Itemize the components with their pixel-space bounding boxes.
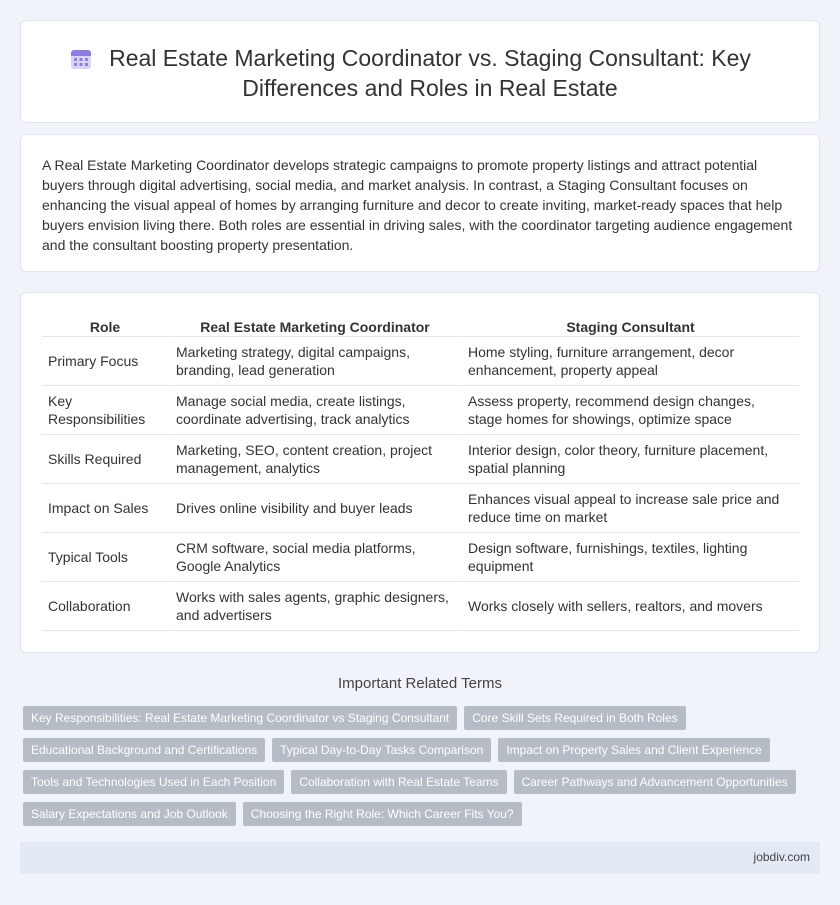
staging-consultant-cell: Assess property, recommend design changes, stage homes for showings, optimize space (460, 386, 799, 435)
row-label: Typical Tools (42, 533, 168, 582)
row-label: Key Responsibilities (42, 386, 168, 435)
staging-consultant-cell: Home styling, furniture arrangement, decor enhancement, property appeal (460, 337, 799, 386)
tag-row (23, 802, 813, 826)
table-row (42, 484, 799, 533)
table-header-row (42, 315, 799, 337)
staging-consultant-cell: Design software, furnishings, textiles, lighting equipment (460, 533, 799, 582)
related-term-tag[interactable]: Typical Day-to-Day Tasks Comparison (272, 738, 491, 762)
footer (20, 842, 820, 874)
marketing-coordinator-cell: Manage social media, create listings, coordinate advertising, track analytics (168, 386, 460, 435)
intro-paragraph: A Real Estate Marketing Coordinator develops strategic campaigns to promote property listings and attract potential buyers through digital advertising, social media, and market analysis. In contrast, a Staging Consultant focuses on enhancing the visual appeal of homes by arranging furniture and decor to create inviting, market-ready spaces that help buyers envision living there. Both roles are essential in driving sales, with the coordinator targeting audience engagement and the consultant boosting property presentation. (42, 157, 793, 253)
header-staging-consultant: Staging Consultant (460, 315, 799, 337)
tag-row (23, 770, 813, 794)
header-marketing-coordinator: Real Estate Marketing Coordinator (168, 315, 460, 337)
related-term-tag[interactable]: Tools and Technologies Used in Each Position (23, 770, 284, 794)
related-term-tag[interactable]: Salary Expectations and Job Outlook (23, 802, 236, 826)
related-term-tag[interactable]: Core Skill Sets Required in Both Roles (464, 706, 685, 730)
tag-row (23, 706, 813, 730)
row-label: Primary Focus (42, 337, 168, 386)
title-card (20, 20, 820, 123)
marketing-coordinator-cell: Marketing, SEO, content creation, project management, analytics (168, 435, 460, 484)
related-term-tag[interactable]: Career Pathways and Advancement Opportunities (514, 770, 796, 794)
row-label: Impact on Sales (42, 484, 168, 533)
marketing-coordinator-cell: Drives online visibility and buyer leads (168, 484, 460, 533)
table-row (42, 386, 799, 435)
comparison-card (20, 292, 820, 653)
related-term-tag[interactable]: Impact on Property Sales and Client Experience (498, 738, 769, 762)
staging-consultant-cell: Enhances visual appeal to increase sale price and reduce time on market (460, 484, 799, 533)
row-label: Skills Required (42, 435, 168, 484)
related-term-tag[interactable]: Key Responsibilities: Real Estate Marketing Coordinator vs Staging Consultant (23, 706, 457, 730)
related-term-tag[interactable]: Educational Background and Certifications (23, 738, 265, 762)
header-role: Role (42, 315, 168, 337)
comparison-table (42, 315, 799, 631)
tag-row (23, 738, 813, 762)
related-term-tag[interactable]: Collaboration with Real Estate Teams (291, 770, 506, 794)
row-label: Collaboration (42, 582, 168, 631)
marketing-coordinator-cell: Works with sales agents, graphic designers, and advertisers (168, 582, 460, 631)
staging-consultant-cell: Interior design, color theory, furniture placement, spatial planning (460, 435, 799, 484)
related-terms-heading: Important Related Terms (338, 675, 502, 692)
table-row (42, 435, 799, 484)
related-terms-list (23, 706, 813, 834)
table-row (42, 533, 799, 582)
table-row (42, 582, 799, 631)
marketing-coordinator-cell: CRM software, social media platforms, Google Analytics (168, 533, 460, 582)
page-title: Real Estate Marketing Coordinator vs. Staging Consultant: Key Differences and Roles in Real Estate (109, 45, 751, 101)
marketing-coordinator-cell: Marketing strategy, digital campaigns, branding, lead generation (168, 337, 460, 386)
footer-site-link[interactable]: jobdiv.com (753, 850, 810, 864)
related-term-tag[interactable]: Choosing the Right Role: Which Career Fits You? (243, 802, 522, 826)
table-row (42, 337, 799, 386)
intro-card (20, 134, 820, 272)
staging-consultant-cell: Works closely with sellers, realtors, and movers (460, 582, 799, 631)
